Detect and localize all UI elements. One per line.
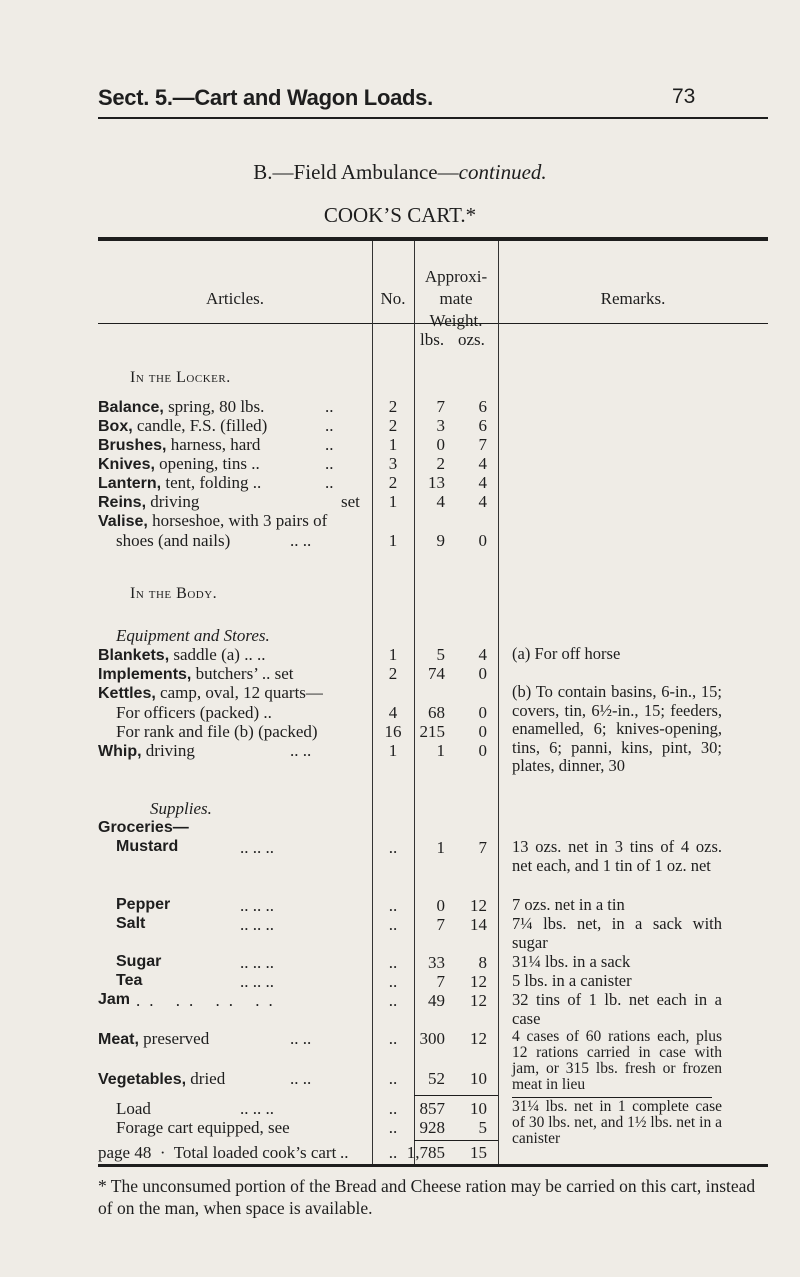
weight-ozs: 7 (478, 838, 487, 857)
count: .. (388, 972, 398, 991)
section-header: Sect. 5.—Cart and Wagon Loads. (98, 85, 433, 110)
leader-dots: .. (325, 416, 334, 435)
article-label (98, 1069, 225, 1089)
article-label (98, 473, 261, 493)
weight-ozs: 15 (470, 1143, 487, 1162)
leader-dots: .. .. (290, 531, 312, 550)
weight-lbs: 3 (436, 416, 445, 435)
body-row-kettles (98, 683, 323, 703)
count: 1 (388, 492, 398, 511)
article-name: Valise, (98, 513, 148, 530)
article-desc: saddle (a) .. .. (169, 645, 266, 664)
count: .. (388, 915, 398, 934)
article-desc: butchers’ .. set (191, 664, 294, 683)
article-name: Sugar (116, 953, 162, 970)
equipment-heading: Equipment and Stores. (116, 626, 270, 645)
col-divider-remarks (498, 241, 499, 1164)
article-name: Vegetables, (98, 1071, 187, 1088)
remark-meat: 4 cases of 60 rations each, plus 12 rations carried in case with jam, or 315 lbs. fresh or frozen meat in lieu (512, 1028, 722, 1093)
weight-ozs: 8 (478, 953, 487, 972)
count: .. (388, 1069, 398, 1088)
leader-dots: .. .. (290, 741, 312, 760)
article-label: For rank and file (b) (packed) (116, 722, 318, 741)
article-name: Kettles, (98, 685, 156, 702)
col-header-weight-l3: Weight. (429, 311, 483, 330)
article-desc: driving (146, 492, 200, 511)
count: 3 (388, 454, 398, 473)
article-label (98, 454, 260, 474)
col-header-no: No. (380, 289, 406, 308)
remark-pepper: 7 ozs. net in a tin (512, 895, 625, 914)
groceries-heading: Groceries— (98, 819, 189, 836)
weight-lbs: 13 (428, 473, 445, 492)
article-desc: spring, 80 lbs. (163, 397, 265, 416)
count: 1 (388, 645, 398, 664)
weight-lbs: 33 (428, 953, 445, 972)
weight-ozs: 0 (478, 703, 487, 722)
footnote: * The unconsumed portion of the Bread and Cheese ration may be carried on this cart, instead of on the man, when space is available. (98, 1176, 756, 1218)
weight-ozs: 6 (478, 397, 487, 416)
article-desc: opening, tins .. (154, 454, 260, 473)
weight-ozs: 12 (470, 972, 487, 991)
article-label (98, 1029, 209, 1049)
weight-lbs: 0 (436, 896, 445, 915)
weight-lbs: 68 (428, 703, 445, 722)
weight-ozs: 0 (478, 531, 487, 550)
article-name: Tea (116, 972, 143, 989)
article-label (98, 511, 327, 531)
weight-lbs: 857 (419, 1099, 445, 1118)
count: 2 (388, 397, 398, 416)
article-name: Brushes, (98, 437, 167, 454)
total-label: page 48 · Total loaded cook’s cart (98, 1143, 337, 1162)
article-desc: horseshoe, with 3 pairs of (147, 511, 328, 530)
weight-ozs: 14 (470, 915, 487, 934)
weight-lbs: 7 (436, 915, 445, 934)
article-name: Whip, (98, 743, 142, 760)
article-label (98, 645, 265, 665)
forage-page-ref: page 48 (98, 1143, 152, 1162)
count: .. (388, 1099, 398, 1118)
leader-dots: .. .. (290, 1069, 312, 1088)
weight-lbs: 1,785 (406, 1143, 445, 1162)
leader-dots: .. .. (290, 1029, 312, 1048)
remark-salt: 7¼ lbs. net, in a sack with sugar (512, 914, 722, 952)
weight-ozs: 10 (470, 1069, 487, 1088)
weight-lbs: 74 (428, 664, 445, 683)
leader-dots: .. (325, 397, 334, 416)
table-bottom-rule (98, 1164, 768, 1167)
leader-dots: .. .. .. (240, 1099, 274, 1118)
weight-lbs: 52 (428, 1069, 445, 1088)
weight-ozs: 5 (478, 1118, 487, 1137)
leader-dots: .. (340, 1143, 349, 1162)
title-suffix: continued. (458, 160, 547, 184)
leader-dots: .. .. .. (240, 953, 274, 972)
article-desc: harness, hard (166, 435, 261, 454)
count: 16 (384, 722, 402, 741)
count: .. (388, 1029, 398, 1048)
article-desc: candle, F.S. (filled) (132, 416, 268, 435)
article-desc: camp, oval, 12 quarts— (155, 683, 323, 702)
leader-dots: .. (325, 435, 334, 454)
weight-ozs: 4 (478, 454, 487, 473)
weight-ozs: 12 (470, 1029, 487, 1048)
article-name: Lantern, (98, 475, 162, 492)
weight-ozs: 12 (470, 896, 487, 915)
weight-lbs: 300 (419, 1029, 445, 1048)
article-desc: dried (186, 1069, 226, 1088)
article-name: Jam (98, 991, 131, 1008)
remark-tea: 5 lbs. in a canister (512, 971, 632, 990)
leader-dots: .. .. .. (240, 972, 274, 991)
article-label (98, 435, 260, 455)
weight-lbs: 1 (436, 838, 445, 857)
article-name: Reins, (98, 494, 147, 511)
count: .. (388, 953, 398, 972)
article-name: Knives, (98, 456, 155, 473)
count: 2 (388, 664, 398, 683)
article-label (98, 741, 195, 761)
article-desc: preserved (138, 1029, 210, 1048)
col-header-weight-l2: mate (439, 289, 473, 308)
table-title: COOK’S CART.* (323, 203, 477, 227)
weight-ozs: 6 (478, 416, 487, 435)
leader-dots: .. (325, 454, 334, 473)
remark-a: (a) For off horse (512, 644, 621, 663)
count: .. (388, 1143, 398, 1162)
article-name: Mustard (116, 838, 179, 855)
col-header-weight (414, 266, 498, 332)
weight-lbs: 7 (436, 972, 445, 991)
weight-ozs: 4 (478, 492, 487, 511)
section-title (0, 160, 800, 185)
leader-dots: .. (325, 473, 334, 492)
header-rule (98, 117, 768, 119)
weight-lbs: 2 (436, 454, 445, 473)
article-label: For officers (packed) .. (116, 703, 272, 722)
table-top-rule (98, 237, 768, 241)
total-label: Load (116, 1099, 151, 1118)
total-sum-rule (414, 1140, 498, 1141)
count: .. (388, 991, 398, 1010)
locker-heading: In the Locker. (130, 369, 231, 386)
weight-lbs: 928 (419, 1118, 445, 1137)
weight-lbs: 1 (436, 741, 445, 760)
article-desc: tent, folding .. (161, 473, 262, 492)
weight-ozs: 7 (478, 435, 487, 454)
leader-dots: .. .. .. .. (136, 991, 282, 1010)
leader-dots: set (341, 492, 360, 511)
body-heading: In the Body. (130, 585, 218, 602)
weight-ozs: 12 (470, 991, 487, 1010)
col-header-remarks: Remarks. (600, 289, 666, 308)
article-name: Box, (98, 418, 133, 435)
weight-lbs: 0 (436, 435, 445, 454)
col-header-weight-l1: Approxi- (424, 267, 488, 286)
article-label (98, 492, 199, 512)
count: 4 (388, 703, 398, 722)
weight-ozs: 4 (478, 473, 487, 492)
count: .. (388, 896, 398, 915)
count: 1 (388, 741, 398, 760)
weight-ozs: 10 (470, 1099, 487, 1118)
total-label-text: Total loaded cook’s cart (173, 1143, 337, 1162)
article-name: Pepper (116, 896, 171, 913)
article-name: Meat, (98, 1031, 139, 1048)
weight-ozs: 0 (478, 722, 487, 741)
remark-jam: 32 tins of 1 lb. net each in a case (512, 990, 722, 1028)
article-label (98, 397, 264, 417)
article-label (98, 664, 293, 684)
weight-lbs: 49 (428, 991, 445, 1010)
total-label: Forage cart equipped, see (116, 1118, 290, 1137)
weight-lbs: 7 (436, 397, 445, 416)
weight-lbs: 5 (436, 645, 445, 664)
remark-b: (b) To contain basins, 6-in., 15; covers, tin, 6½-in., 15; feeders, enamelled, 6; knives-opening, tins, 6; panni, kins, pint, 30; plates, dinner, 30 (512, 682, 722, 775)
col-header-articles: Articles. (205, 289, 265, 308)
unit-ozs: ozs. (458, 330, 485, 349)
article-label (98, 416, 267, 436)
count: 1 (388, 531, 398, 550)
article-name: Implements, (98, 666, 192, 683)
load-sum-rule (414, 1095, 498, 1096)
count: 2 (388, 416, 398, 435)
weight-lbs: 215 (419, 722, 445, 741)
remark-vegetables: 31¼ lbs. net in 1 complete case of 30 lbs. net, and 1½ lbs. net in a canister (512, 1098, 722, 1147)
weight-lbs: 4 (436, 492, 445, 511)
weight-lbs: 9 (436, 531, 445, 550)
article-label-cont: shoes (and nails) (116, 531, 231, 550)
article-name: Salt (116, 915, 146, 932)
article-name: Blankets, (98, 647, 170, 664)
leader-dots: .. .. .. (240, 915, 274, 934)
remark-sugar: 31¼ lbs. in a sack (512, 952, 631, 971)
article-desc: driving (141, 741, 195, 760)
unit-lbs: lbs. (420, 330, 445, 349)
leader-dots: .. .. .. (240, 896, 274, 915)
supplies-heading: Supplies. (150, 799, 212, 818)
page-number: 73 (672, 85, 696, 108)
title-prefix: B.—Field Ambulance— (253, 160, 459, 184)
leader-dots: .. .. .. (240, 838, 274, 857)
remark-mustard: 13 ozs. net in 3 tins of 4 ozs. net each, and 1 tin of 1 oz. net (512, 837, 722, 875)
article-name: Balance, (98, 399, 164, 416)
count: .. (388, 1118, 398, 1137)
count: .. (388, 838, 398, 857)
count: 1 (388, 435, 398, 454)
weight-ozs: 0 (478, 741, 487, 760)
weight-ozs: 4 (478, 645, 487, 664)
weight-ozs: 0 (478, 664, 487, 683)
count: 2 (388, 473, 398, 492)
